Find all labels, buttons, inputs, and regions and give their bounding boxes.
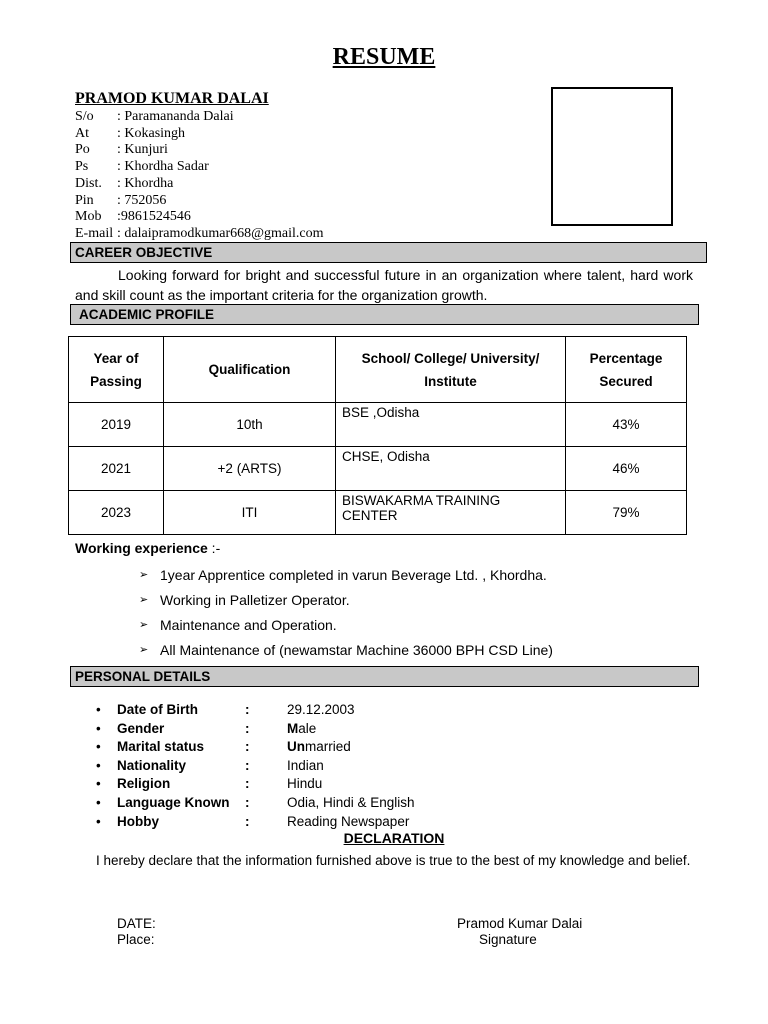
address-row [75,209,324,226]
address-block [75,109,324,243]
address-label: Mob [75,209,102,225]
bullet-icon: • [96,757,101,773]
address-row [75,193,324,210]
career-objective-body: Looking forward for bright and successful future in an organization where talent, hard work and skill count as the important criteria for the organization growth. [75,267,693,303]
cell-qualification: ITI [164,491,336,535]
arrow-bullet-icon: ➢ [139,644,149,656]
cell-qualification: 10th [164,403,336,447]
table-header-row [69,337,687,403]
work-experience-list [139,565,553,665]
detail-colon: : [245,813,250,829]
detail-label: Hobby [117,813,159,829]
photo-placeholder [551,87,673,226]
bullet-icon: • [96,720,101,736]
personal-details-list [96,701,415,831]
detail-colon: : [245,776,250,792]
header-text: Passing [90,373,142,389]
address-value: : Khordha Sadar [117,159,209,175]
document-title: RESUME [332,44,436,70]
list-item [96,813,415,832]
address-value: : Kunjuri [117,142,168,158]
address-label: Po [75,142,90,158]
cell-percentage: 46% [566,447,687,491]
list-item [96,701,415,720]
list-item [139,590,553,615]
detail-label: Language Known [117,794,230,810]
header-text: Percentage [589,350,663,366]
detail-value [287,701,355,720]
detail-label: Gender [117,720,165,736]
detail-label: Religion [117,776,171,792]
email-link[interactable]: : dalaipramodkumar668@gmail.com [117,225,324,241]
date-label: DATE: [117,916,156,931]
list-item [96,794,415,813]
header-text: Secured [599,373,653,389]
signer-name: Pramod Kumar Dalai [457,916,583,931]
header-text: Year of [93,350,139,366]
cell-institute: CHSE, Odisha [336,447,566,491]
address-value: : Khordha [117,175,174,191]
address-label: At [75,125,89,141]
column-header-institute [336,337,566,403]
column-header-percentage [566,337,687,403]
detail-value [287,757,324,776]
list-item [96,738,415,757]
arrow-bullet-icon: ➢ [139,619,149,631]
career-objective-heading: CAREER OBJECTIVE [70,242,707,263]
table-row [69,403,687,447]
work-heading-suffix: :- [207,540,221,556]
address-label: Pin [75,192,94,208]
signature-label: Signature [479,932,537,947]
bullet-icon: • [96,776,101,792]
detail-value-text: Reading Newspaper [287,813,410,829]
list-item [139,640,553,665]
list-item [96,757,415,776]
arrow-bullet-icon: ➢ [139,569,149,581]
work-item-text: Maintenance and Operation. [160,617,337,633]
address-label: S/o [75,109,94,124]
address-label: Dist. [75,175,102,191]
cell-percentage: 79% [566,491,687,535]
detail-value [287,720,316,739]
address-value: :9861524546 [117,209,191,225]
address-row [75,176,324,193]
bullet-icon: • [96,794,101,810]
detail-value-text: Indian [287,757,324,773]
academic-profile-heading: ACADEMIC PROFILE [70,304,699,325]
cell-qualification: +2 (ARTS) [164,447,336,491]
table-row [69,447,687,491]
address-value: : Kokasingh [117,125,186,141]
list-item [139,565,553,590]
work-item-text: 1year Apprentice completed in varun Beverage Ltd. , Khordha. [160,567,547,583]
work-item-text: Working in Palletizer Operator. [160,592,350,608]
cell-percentage: 43% [566,403,687,447]
personal-details-heading: PERSONAL DETAILS [70,666,699,687]
bullet-icon: • [96,813,101,829]
cell-year: 2019 [69,403,164,447]
place-label: Place: [117,932,155,947]
address-label: Ps [75,159,89,175]
address-row [75,109,324,126]
detail-value-text: 29.12.2003 [287,702,355,717]
list-item [139,615,553,640]
detail-value-text: Hindu [287,776,323,792]
address-label: E-mail [75,225,114,241]
detail-colon: : [245,739,250,755]
detail-value-bold: Un [287,739,305,755]
detail-label: Nationality [117,757,187,773]
address-row [75,226,324,243]
detail-value [287,813,409,832]
detail-label: Marital status [117,739,205,755]
cell-year: 2023 [69,491,164,535]
declaration-text: I hereby declare that the information furnished above is true to the best of my knowledge and belief. [96,853,691,868]
address-row [75,142,324,159]
declaration-heading: DECLARATION [343,830,445,846]
list-item [96,720,415,739]
detail-value [287,775,322,794]
table-row [69,491,687,535]
header-text: Institute [424,373,477,389]
candidate-name: PRAMOD KUMAR DALAI [75,90,269,107]
detail-value-text: Odia, Hindi & English [287,794,415,810]
list-item [96,775,415,794]
column-header-qualification: Qualification [164,337,336,403]
cell-institute: BISWAKARMA TRAINING CENTER [336,491,566,535]
detail-colon: : [245,794,250,810]
address-row [75,159,324,176]
header-text: School/ College/ University/ [361,350,540,366]
arrow-bullet-icon: ➢ [139,594,149,606]
cell-year: 2021 [69,447,164,491]
detail-colon: : [245,720,250,736]
work-heading-text: Working experience [75,540,208,556]
bullet-icon: • [96,739,101,755]
work-experience-heading [75,540,220,556]
detail-label: Date of Birth [117,702,198,717]
career-objective-text [75,265,693,305]
address-value: : 752056 [117,192,167,208]
address-value: : Paramananda Dalai [117,109,234,124]
address-row [75,126,324,143]
detail-colon: : [245,702,250,717]
detail-value [287,738,351,757]
detail-value-bold: M [287,720,299,736]
cell-institute: BSE ,Odisha [336,403,566,447]
work-item-text: All Maintenance of (newamstar Machine 36000 BPH CSD Line) [160,642,553,658]
detail-colon: : [245,757,250,773]
academic-table [68,336,687,535]
detail-value-text: married [305,739,351,755]
detail-value [287,794,415,813]
column-header-year [69,337,164,403]
detail-value-text: ale [298,720,317,736]
bullet-icon: • [96,702,101,717]
